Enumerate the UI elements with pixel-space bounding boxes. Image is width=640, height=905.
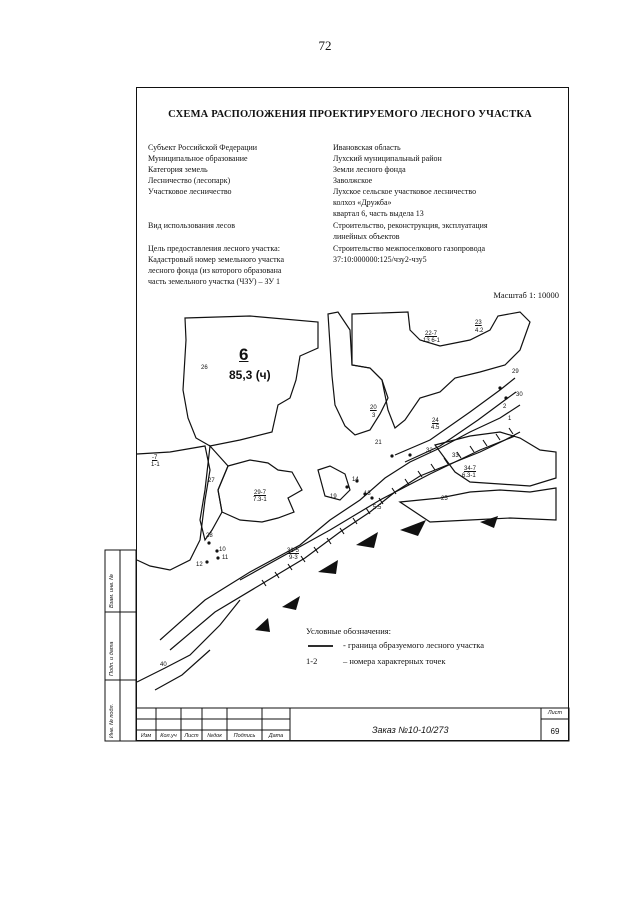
- map-label: 11: [222, 555, 229, 561]
- map-label: 14: [352, 477, 359, 483]
- cadastral-label-2: лесного фонда (из которого образована: [148, 266, 282, 275]
- map-scale: Масштаб 1: 10000: [493, 290, 559, 300]
- legend-points-key: 1-2: [306, 656, 318, 666]
- map-label: 12: [196, 562, 203, 568]
- map-label: 1: [508, 416, 512, 422]
- map-label: 26: [201, 365, 208, 371]
- parcel-25-outline: [400, 488, 556, 522]
- legend-boundary: - граница образуемого лесного участка: [343, 640, 484, 650]
- map-label: 22-7: [425, 331, 438, 337]
- map-label: 7.3-1: [253, 497, 267, 503]
- triangle-marker-3: [318, 560, 338, 574]
- cadastral-value: 37:10:000000:125/чзу2-чзу5: [333, 255, 427, 264]
- subject-label: Субъект Российской Федерации: [148, 143, 258, 152]
- map-label: 5.5: [373, 505, 382, 511]
- map-label: 25: [441, 496, 448, 502]
- side-label-podp: Подп. и дата: [109, 641, 115, 676]
- map-label: 32: [426, 448, 433, 454]
- map-label: 13 6-1: [423, 338, 441, 344]
- quarter-area: 85,3 (ч): [229, 368, 271, 382]
- district-forestry-value-2: колхоз «Дружба»: [333, 198, 392, 207]
- corridor-upper-line: [160, 405, 520, 640]
- subject-value: Ивановская область: [333, 143, 401, 152]
- stamp-col-sign: Подпись: [233, 733, 256, 739]
- map-label: 21: [375, 440, 382, 446]
- page-number: 72: [318, 38, 332, 53]
- legend-title: Условные обозначения:: [306, 626, 392, 636]
- triangle-marker-6: [480, 516, 498, 528]
- district-forestry-value-1: Лухское сельское участковое лесничество: [333, 187, 477, 196]
- parcel-left-outline: [137, 446, 210, 570]
- map-label: 28: [206, 533, 213, 539]
- map-label: 27: [208, 478, 215, 484]
- corridor-lower-line: [170, 432, 520, 650]
- map-label: 1-1: [151, 462, 160, 468]
- map-label: 34-7: [464, 466, 477, 472]
- map-label: 13: [364, 491, 371, 497]
- map-label: 4.2: [475, 328, 484, 334]
- map-label: 31-5: [287, 548, 300, 554]
- map-label: 24: [432, 418, 439, 424]
- side-label-inv: Инв. № подл.: [109, 703, 115, 738]
- map-label: 4.5: [431, 425, 440, 431]
- triangle-marker-4: [356, 532, 378, 548]
- side-label-vzam: Взам. инв. №: [109, 573, 115, 608]
- quarter-number: 6: [239, 345, 249, 364]
- triangle-marker-1: [255, 618, 270, 632]
- page-title: СХЕМА РАСПОЛОЖЕНИЯ ПРОЕКТИРУЕМОГО ЛЕСНОГО УЧАСТКА: [168, 109, 532, 120]
- map-label: 10: [219, 547, 226, 553]
- map-label: 9-3: [289, 555, 298, 561]
- map-label: 2: [503, 404, 507, 410]
- map-label: 6.3-1: [462, 473, 476, 479]
- map-label: 33: [452, 453, 459, 459]
- stamp-col-izm: Изм: [140, 733, 152, 739]
- parcel-20-outline: [328, 312, 388, 435]
- map-label: 19: [330, 494, 337, 500]
- district-forestry-label: Участковое лесничество: [148, 187, 232, 196]
- land-category-label: Категория земель: [148, 165, 208, 174]
- forest-use-value-1: Строительство, реконструкция, эксплуатация: [333, 221, 488, 230]
- purpose-label: Цель предоставления лесного участка:: [148, 244, 280, 253]
- map-label: 40: [160, 662, 167, 668]
- stamp-col-date: Дата: [268, 733, 284, 739]
- map-label: 23: [475, 320, 482, 326]
- triangle-marker-2: [282, 596, 300, 610]
- purpose-value: Строительство межпоселкового газопровода: [333, 244, 485, 253]
- sheet-label: Лист: [547, 710, 563, 716]
- triangle-marker-5: [400, 520, 426, 536]
- map-label: 29-7: [254, 490, 267, 496]
- stamp-col-doc: №док: [207, 733, 222, 739]
- order-number: Заказ №10-10/273: [372, 725, 449, 735]
- stamp-col-list: Лист: [184, 733, 199, 739]
- forest-use-value-2: линейных объектов: [333, 232, 400, 241]
- sheet-number: 69: [550, 727, 560, 736]
- municipality-value: Лухский муниципальный район: [333, 154, 442, 163]
- map-label: 3: [372, 413, 376, 419]
- map-label: 20: [370, 405, 377, 411]
- map-label: -7: [152, 455, 158, 461]
- left-boundary-2: [155, 650, 210, 690]
- district-forestry-value-3: квартал 6, часть выдела 13: [333, 209, 424, 218]
- map-label: 30: [516, 392, 523, 398]
- cadastral-label-1: Кадастровый номер земельного участка: [148, 255, 284, 264]
- forestry-label: Лесничество (лесопарк): [148, 176, 231, 185]
- legend-points: – номера характерных точек: [343, 656, 446, 666]
- municipality-label: Муниципальное образование: [148, 154, 248, 163]
- cadastral-label-3: часть земельного участка (ЧЗУ) – ЗУ 1: [148, 277, 281, 286]
- stamp-col-kol: Кол.уч: [160, 733, 177, 739]
- land-category-value: Земли лесного фонда: [333, 165, 406, 174]
- forest-use-label: Вид использования лесов: [148, 221, 235, 230]
- access-line-2: [405, 392, 516, 462]
- map-label: 29: [512, 369, 519, 375]
- parcel-27-outline: [200, 446, 228, 540]
- forestry-value: Заволжское: [333, 176, 373, 185]
